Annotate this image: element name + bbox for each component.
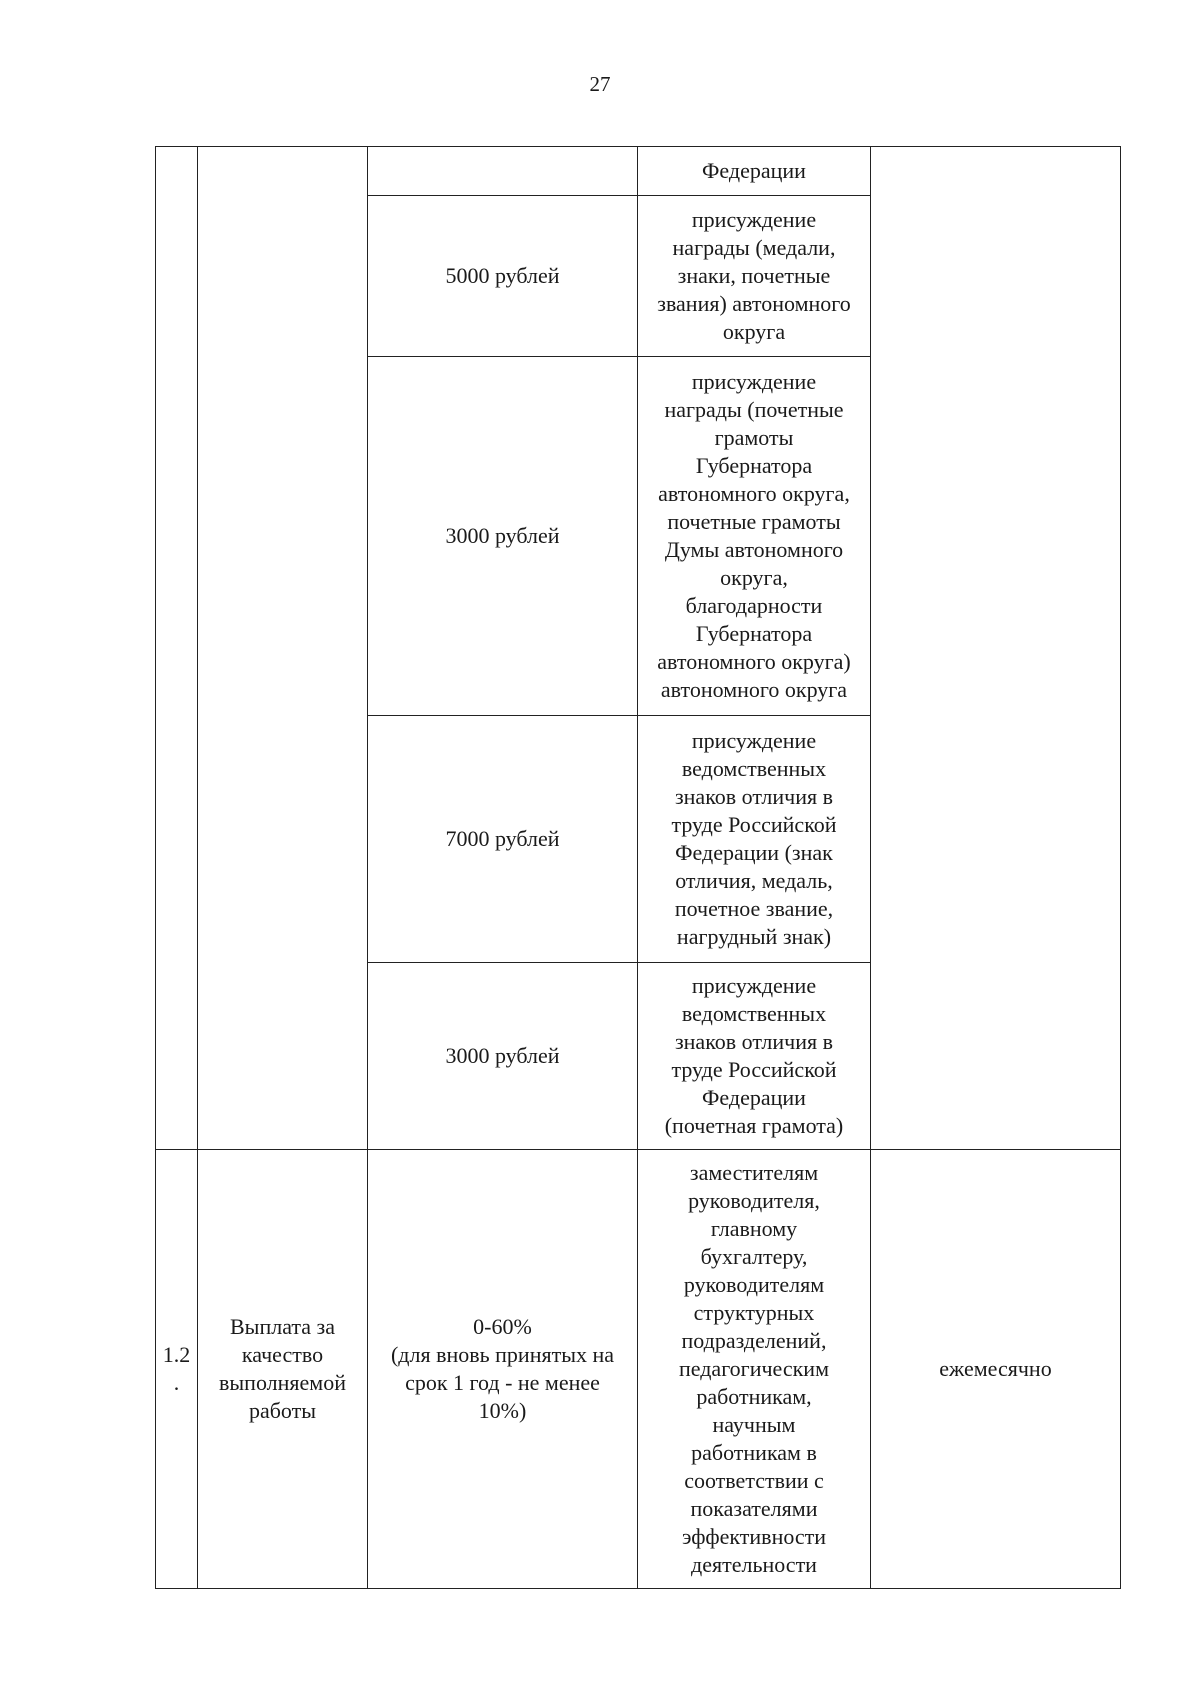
number-cell-empty	[156, 147, 198, 1150]
condition-text: присуждение ведомственных знаков отличия в труде Российской Федерации (знак отличия, медаль, почетное звание, нагрудный знак)	[671, 728, 837, 949]
condition-cell	[638, 357, 871, 716]
amount-text: 5000 рублей	[445, 263, 560, 288]
period-cell-empty	[871, 147, 1121, 1150]
amount-cell	[368, 196, 638, 357]
payment-name: Выплата за качество выполняемой работы	[219, 1314, 346, 1423]
condition-text: заместителям руководителя, главному бухгалтеру, руководителям структурных подразделений, педагогическим работникам, научным работникам в соответствии с показателями эффективности деятельности	[678, 1160, 829, 1577]
row-number-cell	[156, 1150, 198, 1589]
condition-cell	[638, 716, 871, 963]
period-text: ежемесячно	[939, 1356, 1052, 1381]
amount-cell	[368, 147, 638, 196]
row-number: 1.2.	[162, 1342, 191, 1395]
payments-table	[155, 146, 1121, 1589]
amount-text: 7000 рублей	[445, 826, 560, 851]
amount-text: 0-60% (для вновь принятых на срок 1 год - не менее 10%)	[390, 1314, 615, 1423]
table-row	[156, 147, 1121, 196]
amount-cell	[368, 357, 638, 716]
table-row-1-2	[156, 1150, 1121, 1589]
amount-cell	[368, 1150, 638, 1589]
condition-cell	[638, 1150, 871, 1589]
payment-name-cell	[198, 1150, 368, 1589]
condition-cell	[638, 196, 871, 357]
name-cell-empty	[198, 147, 368, 1150]
condition-cell	[638, 963, 871, 1150]
amount-text: 3000 рублей	[445, 523, 560, 548]
amount-cell	[368, 963, 638, 1150]
period-cell	[871, 1150, 1121, 1589]
condition-cell	[638, 147, 871, 196]
condition-text: присуждение награды (почетные грамоты Губернатора автономного округа, почетные грамоты Думы автономного округа, благодарности Губернатора автономного округа) автономного округа	[657, 369, 851, 702]
amount-text: 3000 рублей	[445, 1043, 560, 1068]
amount-cell	[368, 716, 638, 963]
condition-text: присуждение награды (медали, знаки, почетные звания) автономного округа	[657, 207, 851, 344]
condition-text: присуждение ведомственных знаков отличия в труде Российской Федерации (почетная грамота)	[664, 973, 844, 1138]
page-number: 27	[589, 72, 611, 96]
condition-text: Федерации	[702, 158, 806, 183]
